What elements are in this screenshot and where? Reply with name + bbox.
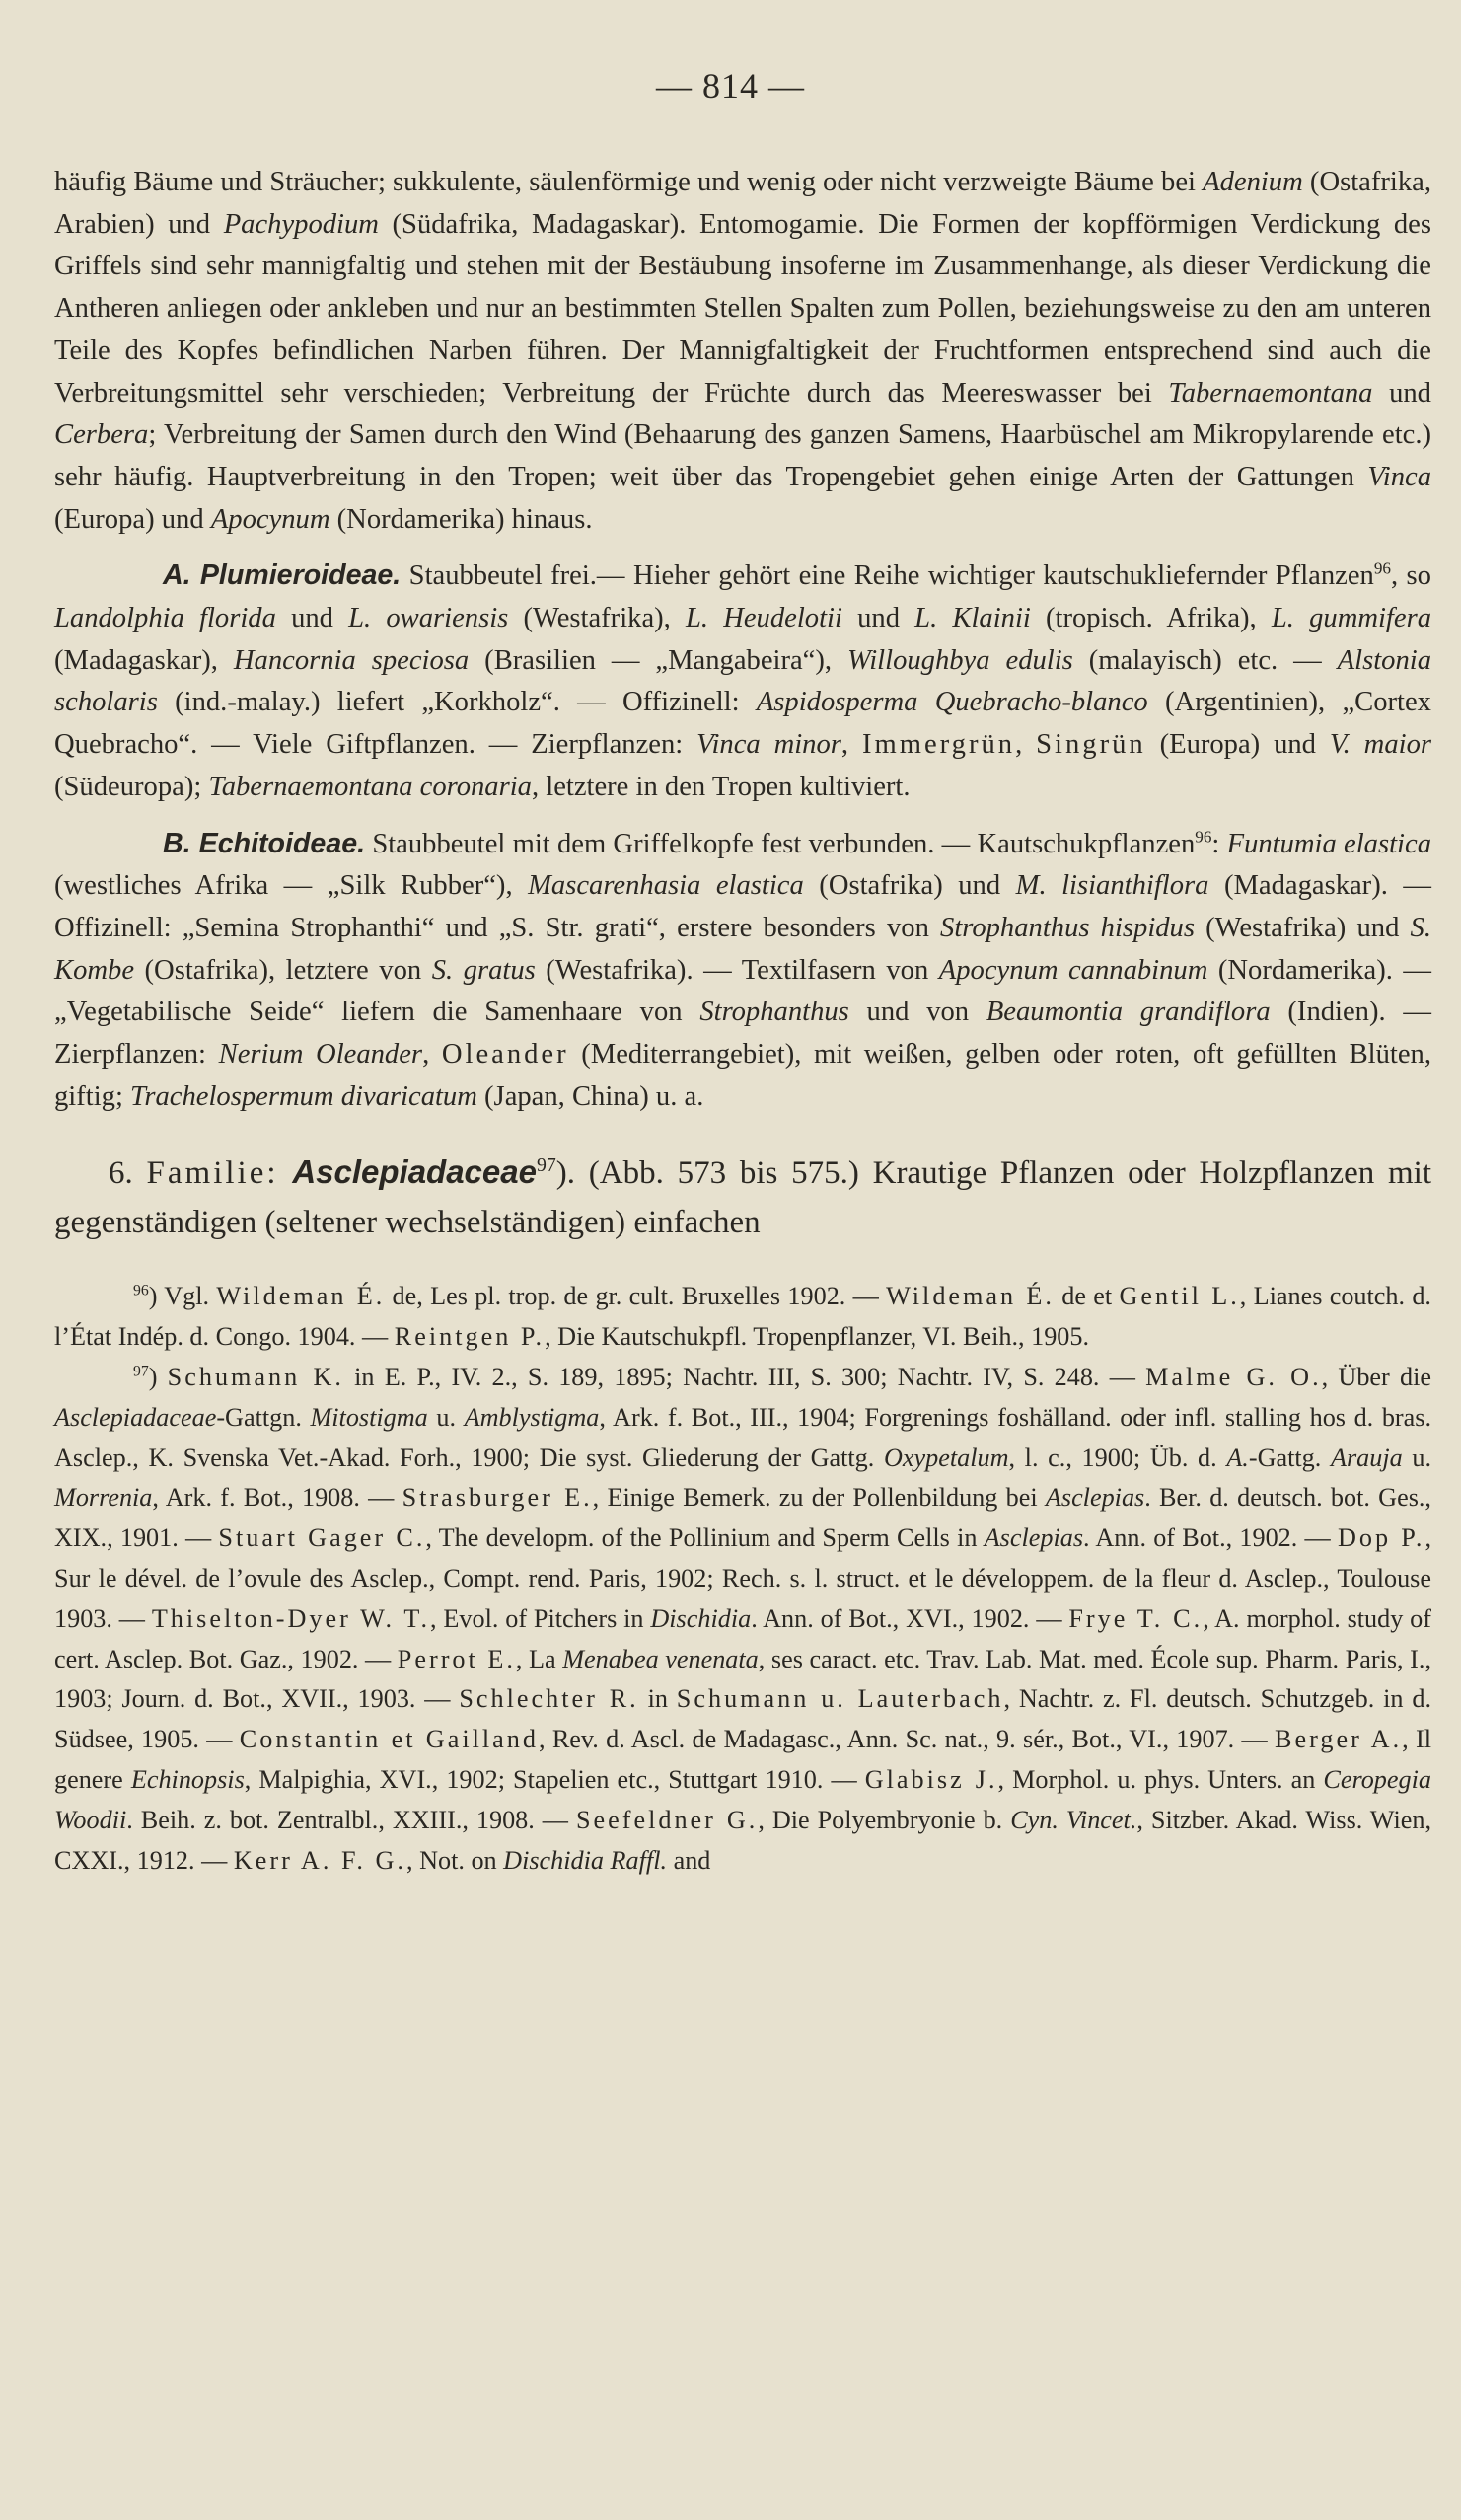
paragraph-echitoideae: B. Echitoideae. Staubbeutel mit dem Griffelkopfe fest verbunden. — Kautschukpflanzen$^{96}$: Funtumia elastica (westliches Afrika — „Silk Rubber“), Mascarenhasia elastica (Ostafrika) und M. lisianthiflora (Madagaskar). — Offizinell: „Semina Strophanthi“ und „S. Str. grati“, erstere besonders von Strophanthus hispidus (Westafrika) und S. Kombe (Ostafrika), letztere von S. gratus (Westafrika). — Textilfasern von Apocynum cannabinum (Nordamerika). — „Vegetabilische Seide“ liefern die Samenhaare von Strophanthus und von Beaumontia grandiflora (Indien). — Zierpflanzen: Nerium Oleander, Oleander (Mediterrangebiet), mit weißen, gelben oder roten, oft gefüllten Blüten, giftig; Trachelospermum divaricatum (Japan, China) u. a. xyxy=(54,827,1432,1112)
footnotes xyxy=(54,1277,1431,1881)
body-text xyxy=(54,162,1431,1881)
paragraph-intro: häufig Bäume und Sträucher; sukkulente, säulenförmige und wenig oder nicht verzweigte Bäume bei Adenium (Ostafrika, Arabien) und Pachypodium (Südafrika, Madagaskar). Entomogamie. Die Formen der kopfförmigen Verdickung des Griffels sind sehr mannigfaltig und stehen mit der Bestäubung insoferne im Zusammenhange, als dieser Verdickung die Antheren anliegen oder ankleben und nur an bestimmten Stellen Spalten zum Pollen, beziehungsweise zu den am unteren Teile des Kopfes befindlichen Narben führen. Der Mannigfaltigkeit der Fruchtformen entsprechend sind auch die Verbreitungsmittel sehr verschieden; Verbreitung der Früchte durch das Meereswasser bei Tabernaemontana und Cerbera; Verbreitung der Samen durch den Wind (Behaarung des ganzen Samens, Haarbüschel am Mikropylarende etc.) sehr häufig. Hauptverbreitung in den Tropen; weit über das Tropengebiet gehen einige Arten der Gattungen Vinca (Europa) und Apocynum (Nordamerika) hinaus. xyxy=(54,167,1431,535)
footnote-97: $^{97}$) Schumann K. in E. P., IV. 2., S. 189, 1895; Nachtr. III, S. 300; Nachtr. IV, S. 248. — Malme G. O., Über die Asclepiadaceae-Gattgn. Mitostigma u. Amblystigma, Ark. f. Bot., III., 1904; Forgrenings foshälland. oder infl. stalling hos d. bras. Asclep., K. Svenska Vet.-Akad. Forh., 1900; Die syst. Gliederung der Gattg. Oxypetalum, l. c., 1900; Üb. d. A.-Gattg. Arauja u. Morrenia, Ark. f. Bot., 1908. — Strasburger E., Einige Bemerk. zu der Pollenbildung bei Asclepias. Ber. d. deutsch. bot. Ges., XIX., 1901. — Stuart Gager C., The developm. of the Pollinium and Sperm Cells in Asclepias. Ann. of Bot., 1902. — Dop P., Sur le dével. de l’ovule des Asclep., Compt. rend. Paris, 1902; Rech. s. l. struct. et le développem. de la fleur d. Asclep., Toulouse 1903. — Thiselton-Dyer W. T., Evol. of Pitchers in Dischidia. Ann. of Bot., XVI., 1902. — Frye T. C., A. morphol. study of cert. Asclep. Bot. Gaz., 1902. — Perrot E., La Menabea venenata, ses caract. etc. Trav. Lab. Mat. med. École sup. Pharm. Paris, I., 1903; Journ. d. Bot., XVII., 1903. — Schlechter R. in Schumann u. Lauterbach, Nachtr. z. Fl. deutsch. Schutzgeb. in d. Südsee, 1905. — Constantin et Gailland, Rev. d. Ascl. de Madagasc., Ann. Sc. nat., 9. sér., Bot., VI., 1907. — Berger A., Il genere Echinopsis, Malpighia, XVI., 1902; Stapelien etc., Stuttgart 1910. — Glabisz J., Morphol. u. phys. Unters. an Ceropegia Woodii. Beih. z. bot. Zentralbl., XXIII., 1908. — Seefeldner G., Die Polyembryonie b. Cyn. Vincet., Sitzber. Akad. Wiss. Wien, CXXI., 1912. — Kerr A. F. G., Not. on Dischidia Raffl. and xyxy=(54,1363,1432,1875)
footnote-96: $^{96}$) Vgl. Wildeman É. de, Les pl. trop. de gr. cult. Bruxelles 1902. — Wildeman É. de et Gentil L., Lianes coutch. d. l’État Indép. d. Congo. 1904. — Reintgen P., Die Kautschukpfl. Tropenpflanzer, VI. Beih., 1905. xyxy=(54,1282,1431,1352)
paragraph-plumieroideae: A. Plumieroideae. Staubbeutel frei.— Hieher gehört eine Reihe wichtiger kautschukliefernder Pflanzen$^{96}$, so Landolphia florida und L. owariensis (Westafrika), L. Heudelotii und L. Klainii (tropisch. Afrika), L. gummifera (Madagaskar), Hancornia speciosa (Brasilien — „Mangabeira“), Willoughbya edulis (malayisch) etc. — Alstonia scholaris (ind.-malay.) liefert „Korkholz“. — Offizinell: Aspidosperma Quebracho-blanco (Argentinien), „Cortex Quebracho“. — Viele Giftpflanzen. — Zierpflanzen: Vinca minor, Immergrün, Singrün (Europa) und V. maior (Südeuropa); Tabernaemontana coronaria, letztere in den Tropen kultiviert. xyxy=(54,558,1431,802)
page-number: — 814 — xyxy=(656,66,805,106)
family-heading-asclepiadaceae: 6. Familie: Asclepiadaceae$^{97}$). (Abb. 573 bis 575.) Krautige Pflanzen oder Holzpflanzen mit gegenständigen (seltener wechselständigen) einfachen xyxy=(54,1153,1432,1241)
